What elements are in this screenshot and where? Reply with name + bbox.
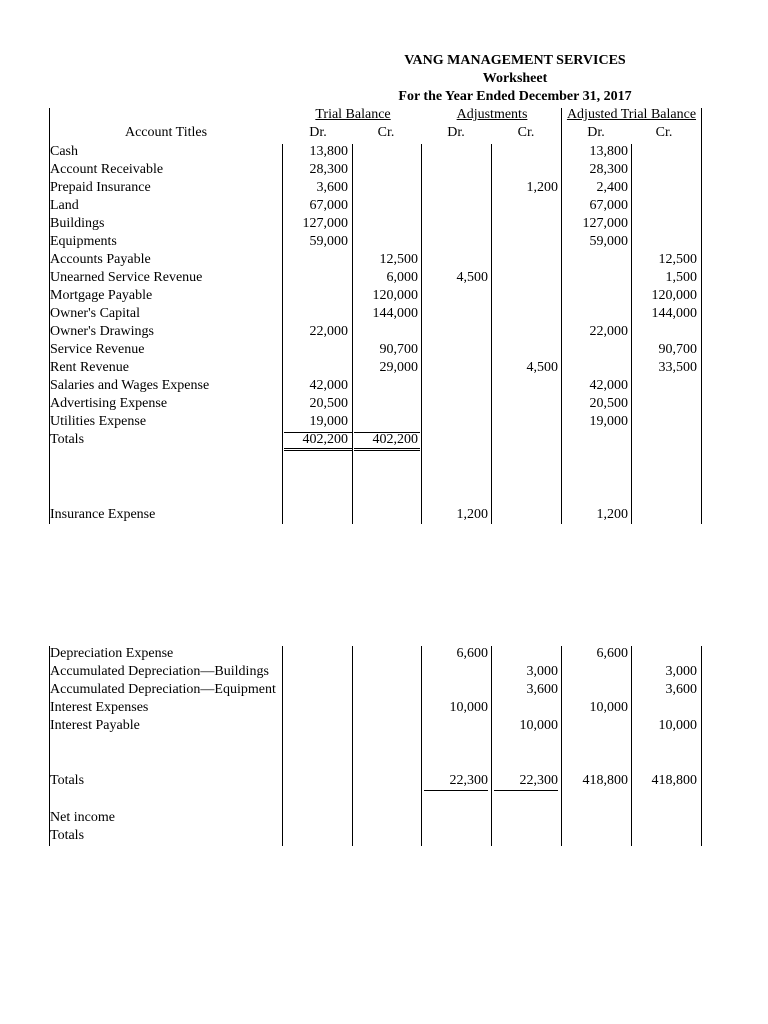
worksheet-title: Worksheet (482, 71, 548, 86)
row-label: Accumulated Depreciation—Buildings (50, 664, 269, 679)
row-label: Interest Payable (50, 718, 140, 733)
row-label: Prepaid Insurance (50, 180, 151, 195)
cell-adj-cr: 3,600 (526, 682, 558, 697)
cell-tb-dr: 13,800 (309, 144, 348, 159)
row-label: Advertising Expense (50, 396, 168, 411)
cell-adj-dr: 6,600 (456, 646, 488, 661)
cell-atb-dr: 20,500 (589, 396, 628, 411)
cell-tb-cr: 12,500 (379, 252, 418, 267)
atb-dr-heading: Dr. (587, 125, 605, 140)
row-label: Accumulated Depreciation—Equipment (50, 682, 276, 697)
cell-adj-cr: 4,500 (526, 360, 558, 375)
cell-atb-dr: 28,300 (589, 162, 628, 177)
right-rule (701, 108, 702, 524)
cell-atb-cr: 3,000 (665, 664, 697, 679)
adj-dr-heading: Dr. (447, 125, 465, 140)
right-rule (701, 646, 702, 846)
row-label: Depreciation Expense (50, 646, 174, 661)
cell-atb-dr: 67,000 (589, 198, 628, 213)
column-rule (491, 144, 492, 524)
cell-adj-dr: 22,300 (449, 773, 488, 788)
cell-atb-dr: 10,000 (589, 700, 628, 715)
cell-adj-dr: 4,500 (456, 270, 488, 285)
column-rule (631, 144, 632, 524)
column-rule (282, 646, 283, 846)
cell-tb-dr: 28,300 (309, 162, 348, 177)
cell-atb-dr: 19,000 (589, 414, 628, 429)
column-rule (282, 144, 283, 524)
row-label: Unearned Service Revenue (50, 270, 203, 285)
adj-cr-total-rule (494, 790, 558, 791)
cell-atb-dr: 13,800 (589, 144, 628, 159)
company-name: VANG MANAGEMENT SERVICES (404, 53, 626, 68)
row-label: Accounts Payable (50, 252, 151, 267)
cell-atb-dr: 127,000 (582, 216, 628, 231)
row-label: Totals (50, 828, 85, 843)
cell-atb-dr: 42,000 (589, 378, 628, 393)
cell-tb-dr: 19,000 (309, 414, 348, 429)
column-rule (561, 646, 562, 846)
cell-atb-dr: 22,000 (589, 324, 628, 339)
row-label: Owner's Capital (50, 306, 141, 321)
cell-atb-cr: 144,000 (651, 306, 697, 321)
cell-tb-cr: 6,000 (386, 270, 418, 285)
cell-tb-dr: 20,500 (309, 396, 348, 411)
cell-atb-cr: 10,000 (658, 718, 697, 733)
cell-atb-cr: 120,000 (651, 288, 697, 303)
cell-atb-cr: 90,700 (658, 342, 697, 357)
adj-cr-heading: Cr. (517, 125, 535, 140)
column-rule (421, 144, 422, 524)
column-rule (491, 646, 492, 846)
cell-adj-cr: 22,300 (519, 773, 558, 788)
cell-atb-cr: 12,500 (658, 252, 697, 267)
cell-atb-cr: 3,600 (665, 682, 697, 697)
row-label: Service Revenue (50, 342, 145, 357)
cell-atb-dr: 418,800 (582, 773, 628, 788)
cell-atb-cr: 33,500 (658, 360, 697, 375)
cell-tb-dr: 127,000 (302, 216, 348, 231)
cell-tb-dr: 42,000 (309, 378, 348, 393)
row-label: Owner's Drawings (50, 324, 155, 339)
cell-atb-cr: 418,800 (651, 773, 697, 788)
tb-cr-total-double-rule (354, 450, 420, 451)
row-label: Utilities Expense (50, 414, 147, 429)
cell-adj-dr: 10,000 (449, 700, 488, 715)
cell-tb-cr: 120,000 (372, 288, 418, 303)
row-label: Land (50, 198, 79, 213)
cell-atb-dr: 59,000 (589, 234, 628, 249)
adj-dr-total-rule (424, 790, 488, 791)
cell-atb-dr: 6,600 (596, 646, 628, 661)
trial-balance-heading: Trial Balance (315, 107, 391, 122)
cell-adj-cr: 3,000 (526, 664, 558, 679)
adjustments-heading: Adjustments (456, 107, 528, 122)
column-rule (421, 646, 422, 846)
cell-atb-dr: 2,400 (596, 180, 628, 195)
tb-cr-heading: Cr. (377, 125, 395, 140)
row-label: Buildings (50, 216, 105, 231)
worksheet-period: For the Year Ended December 31, 2017 (398, 89, 632, 104)
row-label: Equipments (50, 234, 117, 249)
account-titles-heading: Account Titles (124, 125, 208, 140)
cell-atb-dr: 1,200 (596, 507, 628, 522)
cell-tb-dr: 67,000 (309, 198, 348, 213)
cell-tb-dr: 22,000 (309, 324, 348, 339)
cell-tb-dr: 3,600 (316, 180, 348, 195)
column-rule (352, 144, 353, 524)
column-rule (352, 646, 353, 846)
column-rule (561, 108, 562, 524)
atb-cr-heading: Cr. (655, 125, 673, 140)
cell-adj-cr: 10,000 (519, 718, 558, 733)
row-label: Interest Expenses (50, 700, 149, 715)
cell-adj-cr: 1,200 (526, 180, 558, 195)
row-label: Rent Revenue (50, 360, 129, 375)
row-label: Totals (50, 773, 85, 788)
row-label: Mortgage Payable (50, 288, 153, 303)
row-label: Account Receivable (50, 162, 164, 177)
row-label: Salaries and Wages Expense (50, 378, 210, 393)
row-label: Totals (50, 432, 85, 447)
adjusted-trial-balance-heading: Adjusted Trial Balance (566, 107, 697, 122)
tb-dr-heading: Dr. (309, 125, 327, 140)
cell-atb-cr: 1,500 (665, 270, 697, 285)
cell-adj-dr: 1,200 (456, 507, 488, 522)
cell-tb-cr: 90,700 (379, 342, 418, 357)
row-label: Net income (50, 810, 115, 825)
cell-tb-dr: 59,000 (309, 234, 348, 249)
cell-tb-cr: 402,200 (372, 432, 418, 447)
row-label: Insurance Expense (50, 507, 156, 522)
tb-dr-total-double-rule (284, 450, 352, 451)
row-label: Cash (50, 144, 78, 159)
cell-tb-cr: 144,000 (372, 306, 418, 321)
cell-tb-dr: 402,200 (302, 432, 348, 447)
cell-tb-cr: 29,000 (379, 360, 418, 375)
